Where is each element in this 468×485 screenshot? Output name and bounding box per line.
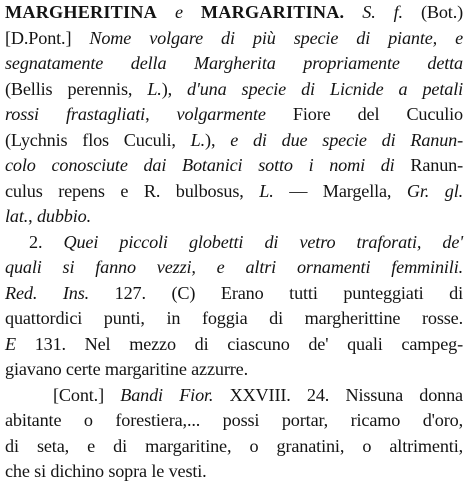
definition-text: e di due specie di Ranun- bbox=[230, 129, 463, 150]
quotation-text: . 24. Nissuna donna bbox=[286, 384, 463, 405]
entry-headword-line bbox=[5, 0, 463, 26]
sense-2-line-5 bbox=[5, 332, 463, 358]
latin-name: culus repens e R. bulbosus, bbox=[5, 180, 260, 201]
definition-text: Nome volgare di più specie di piante, e bbox=[89, 27, 463, 48]
quotation-text: 131. Nel mezzo di ciascuno de' quali campeg- bbox=[15, 333, 463, 354]
quotation-text: 127. (C) Erano tutti punteggiati di bbox=[89, 282, 463, 303]
definition-text: volgarmente bbox=[176, 104, 266, 124]
sense-1-line-3 bbox=[5, 77, 463, 103]
author-abbrev: L. bbox=[147, 78, 162, 99]
sense-3-line-2: abitante o forestiera,... possi portar, ricamo d'oro, bbox=[5, 410, 463, 430]
usage-note: dubbio. bbox=[36, 206, 91, 226]
sense-2-line-3 bbox=[5, 281, 463, 307]
source-citation: Red. Ins. bbox=[5, 282, 90, 303]
sense-1-line-7 bbox=[5, 179, 463, 205]
source-citation: E bbox=[5, 333, 16, 354]
punctuation: , bbox=[28, 206, 37, 226]
part-of-speech: S. f. bbox=[362, 2, 403, 22]
source-citation: Bandi Fior. bbox=[120, 384, 214, 405]
sense-1-line-2: segnatamente della Margherita propriamente detta bbox=[5, 53, 463, 73]
sense-2-line-2: quali si fanno vezzi, e altri ornamenti femminili. bbox=[5, 257, 463, 277]
punctuation: ), bbox=[161, 78, 188, 99]
latin-name: Ranun- bbox=[394, 155, 463, 175]
author-abbrev: L. bbox=[190, 129, 206, 150]
sense-2-line-1 bbox=[5, 230, 463, 256]
sense-3-line-1 bbox=[5, 383, 463, 409]
source-volume: XXVIII bbox=[213, 384, 287, 405]
sense-2-line-4: quattordici punti, in foggia di margherittine rosse. bbox=[5, 308, 463, 328]
latin-name: (Lychnis flos Cuculi, bbox=[5, 129, 191, 150]
sense-3-line-3: di seta, e di margaritine, o granatini, o altrimenti, bbox=[5, 435, 463, 456]
common-name: Fiore del Cuculio bbox=[265, 104, 463, 124]
sense-1-line-4 bbox=[5, 102, 463, 128]
sense-2-line-6: giavano certe margaritine azzurre. bbox=[5, 359, 248, 379]
source-tag: [D.Pont.] bbox=[5, 27, 72, 48]
punctuation: , bbox=[145, 104, 177, 124]
domain-label: (Bot.) bbox=[420, 2, 464, 22]
sense-number: 2. bbox=[29, 231, 43, 252]
sense-1-line-6 bbox=[5, 153, 463, 179]
definition-text: colo conosciute dai Botanici sotto i nomi di bbox=[5, 155, 395, 175]
source-citation: lat. bbox=[5, 206, 29, 226]
synonym: — Margella, bbox=[273, 180, 407, 201]
sense-1-line-1 bbox=[5, 26, 463, 52]
source-citation: Gr. gl. bbox=[406, 180, 463, 201]
headword: MARGHERITINA bbox=[5, 2, 157, 22]
author-abbrev: L. bbox=[259, 180, 274, 201]
headword-variant: MARGARITINA. bbox=[200, 2, 345, 22]
latin-name: (Bellis perennis, bbox=[5, 78, 148, 99]
sense-3-line-4: che si dichino sopra le vesti. bbox=[5, 461, 207, 481]
punctuation: ), bbox=[205, 129, 231, 150]
sense-1-line-8 bbox=[5, 204, 463, 230]
headword-conjunction: e bbox=[174, 2, 183, 22]
sense-1-line-5 bbox=[5, 128, 463, 154]
source-tag: [Cont.] bbox=[53, 384, 104, 405]
definition-text: rossi frastagliati bbox=[5, 104, 146, 124]
definition-text: Quei piccoli globetti di vetro traforati, de' bbox=[42, 231, 463, 252]
definition-text: d'una specie di Licnide a petali bbox=[187, 78, 463, 99]
